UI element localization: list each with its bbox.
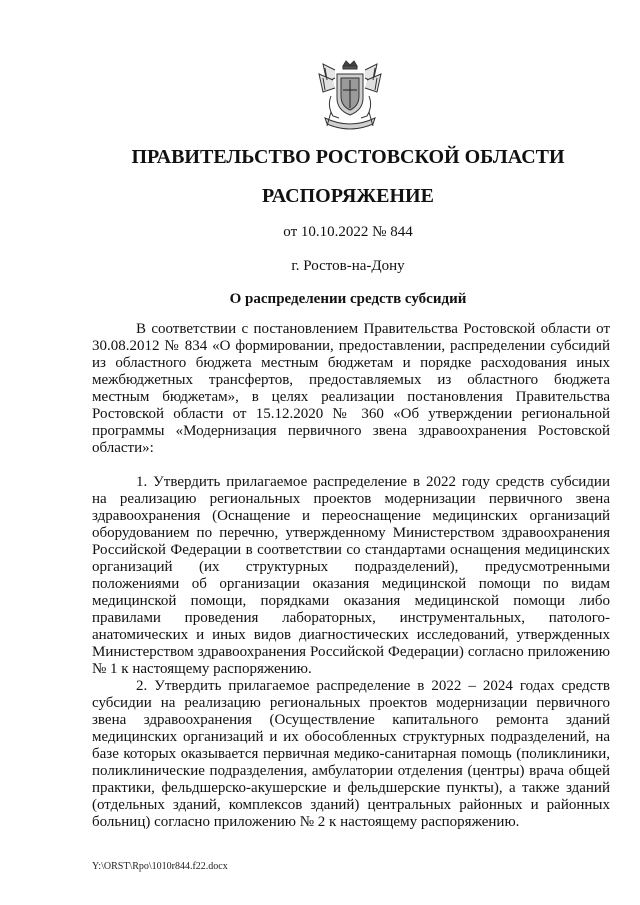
file-path-footer: Y:\ORST\Rpo\1010r844.f22.docx xyxy=(92,861,228,872)
coat-of-arms-icon xyxy=(317,60,383,132)
item-1-paragraph: 1. Утвердить прилагаемое распределение в 2022 году средств субсидии на реализацию региональных проектов модернизации первичного звена здравоохранения (Оснащение и переоснащение медицинских организаций оборудованием по перечню, утвержденному Министерством здравоохранения Российской Федерации в соответствии со стандартами оснащения медицинских организаций (их структурных подразделений), предусмотренными положениями об организации оказания медицинской помощи по видам медицинской помощи, порядками оказания медицинской помощи либо правилами проведения лабораторных, инструментальных, патолого-анатомических и иных видов диагностических исследований, утвержденных Министерством здравоохранения Российской Федерации) согласно приложению № 1 к настоящему распоряжению. xyxy=(92,474,610,677)
organization-title: ПРАВИТЕЛЬСТВО РОСТОВСКОЙ ОБЛАСТИ xyxy=(131,146,565,168)
document-body xyxy=(92,321,610,831)
city: г. Ростов-на-Дону xyxy=(291,258,405,274)
document-subject: О распределении средств субсидий xyxy=(229,291,467,307)
item-2-paragraph: 2. Утвердить прилагаемое распределение в 2022 – 2024 годах средств субсидии на реализацию региональных проектов модернизации первичного звена здравоохранения (Осуществление капитального ремонта зданий медицинских организаций и их обособленных структурных подразделений, на базе которых оказывается первичная медико-санитарная помощь (поликлиники, поликлинические подразделения, амбулатории отделения (центры) врача общей практики, фельдшерско-акушерские и фельдшерские пункты), а также зданий (отдельных зданий, комплексов зданий) центральных районных и районных больниц) согласно приложению № 2 к настоящему распоряжению. xyxy=(92,678,610,830)
document-type: РАСПОРЯЖЕНИЕ xyxy=(262,185,434,207)
date-number: от 10.10.2022 № 844 xyxy=(283,224,413,240)
intro-paragraph: В соответствии с постановлением Правительства Ростовской области от 30.08.2012 № 834 «О формировании, предоставлении, распределении субсидий из областного бюджета местным бюджетам и порядке расходования иных межбюджетных трансфертов, предоставляемых из областного бюджета местным бюджетам», в целях реализации постановления Правительства Ростовской области от 15.12.2020 № 360 «Об утверждении региональной программы «Модернизация первичного звена здравоохранения Ростовской области»: xyxy=(92,321,610,456)
